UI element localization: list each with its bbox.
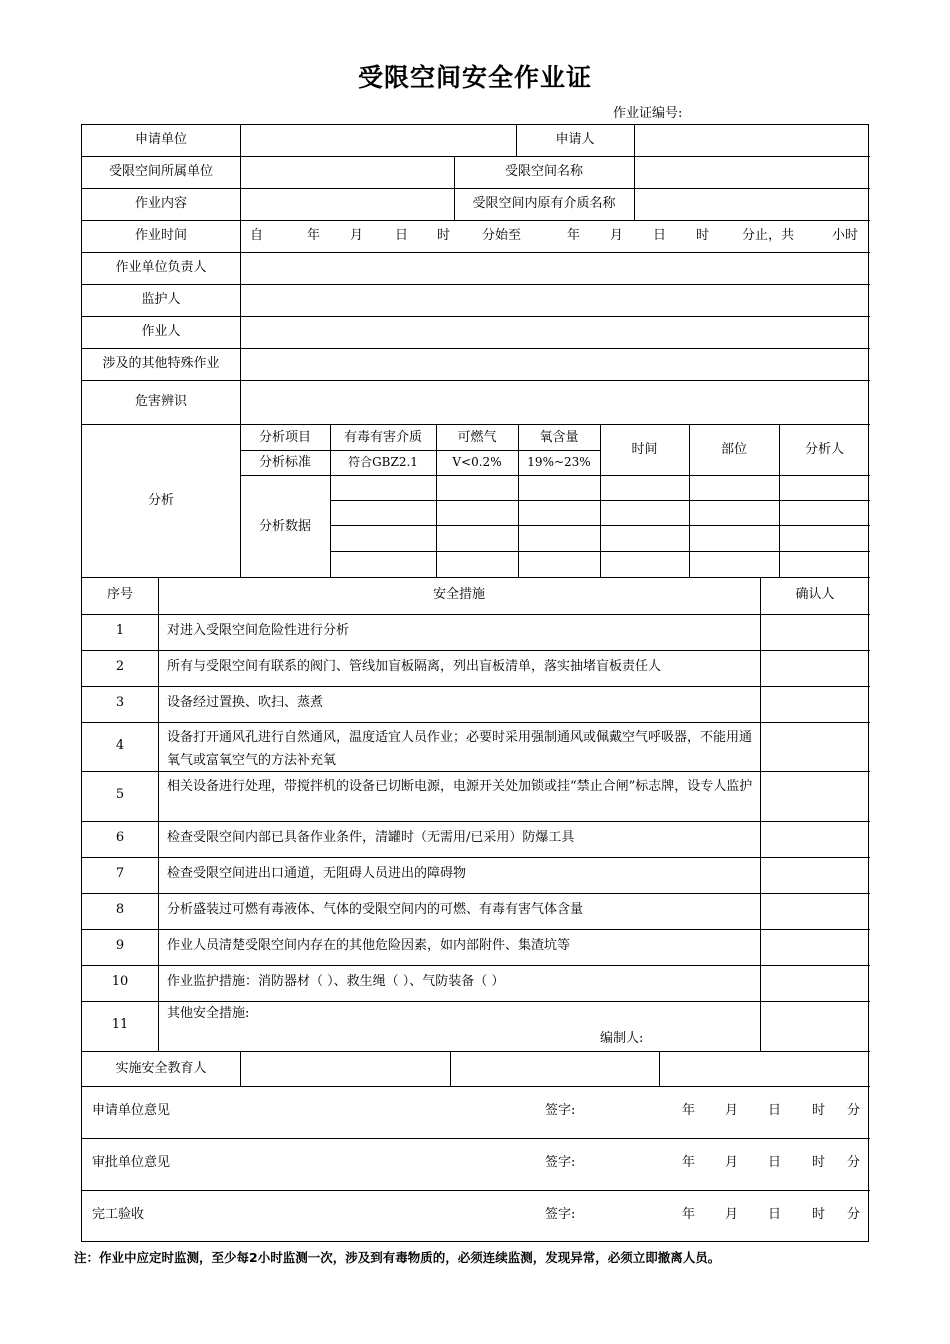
- date-part: 时: [812, 1155, 826, 1170]
- safety-education-label: 实施安全教育人: [115, 1061, 207, 1076]
- date-part: 时: [812, 1207, 826, 1222]
- work-time-label: 作业时间: [134, 228, 187, 243]
- opinion-label: 审批单位意见: [92, 1155, 171, 1170]
- date-part: 分: [847, 1155, 861, 1170]
- unit-leader-label: 作业单位负责人: [115, 260, 207, 275]
- confirm-field[interactable]: [761, 772, 870, 821]
- measure-number: 6: [115, 830, 125, 845]
- work-time-part: 自: [250, 228, 264, 243]
- date-part: 分: [847, 1103, 861, 1118]
- opinion-label: 完工验收: [92, 1207, 145, 1222]
- signature-field[interactable]: [582, 1153, 672, 1175]
- footnote: 注：作业中应定时监测，至少每2小时监测一次，涉及到有毒物质的，必须连续监测，发现异常，必须立即撤离人员。: [74, 1250, 721, 1265]
- measure-number: 5: [115, 787, 125, 802]
- space-name-label: 受限空间名称: [504, 164, 583, 179]
- work-content-label: 作业内容: [134, 196, 187, 211]
- measure-number: 10: [111, 974, 129, 989]
- date-part: 月: [725, 1155, 739, 1170]
- measure-text: 作业人员清楚受限空间内存在的其他危险因素，如内部附件、集渣坑等: [167, 938, 571, 953]
- date-part: 月: [725, 1103, 739, 1118]
- other-special-work-field[interactable]: [241, 350, 870, 380]
- page-title: 受限空间安全作业证: [357, 63, 592, 92]
- confirm-field[interactable]: [761, 858, 870, 893]
- measure-number: 8: [115, 902, 125, 917]
- measure-number: 4: [115, 737, 125, 753]
- analysis-item-toxic: 有毒有害介质: [343, 430, 422, 445]
- date-part: 日: [768, 1155, 782, 1170]
- measure-text: 对进入受限空间危险性进行分析: [167, 623, 350, 638]
- date-part: 年: [682, 1207, 696, 1222]
- signature-field[interactable]: [582, 1205, 672, 1227]
- confirm-field[interactable]: [761, 822, 870, 857]
- analysis-standard-toxic: 符合GBZ2.1: [348, 455, 418, 469]
- analysis-data-label: 分析数据: [258, 519, 311, 534]
- analysis-standard-combustible: V<0.2%: [452, 455, 502, 469]
- measure-text: 检查受限空间内部已具备作业条件，清罐时（无需用/已采用）防爆工具: [167, 830, 575, 845]
- work-time-part: 月: [610, 228, 624, 243]
- measure-number: 3: [115, 695, 125, 710]
- measure-header: 安全措施: [432, 587, 485, 602]
- safety-education-field-1[interactable]: [241, 1052, 450, 1086]
- measure-number: 11: [111, 1017, 129, 1032]
- work-time-part: 年: [567, 228, 581, 243]
- work-time-part: 分止，共: [742, 228, 795, 243]
- work-time-part: 年: [307, 228, 321, 243]
- work-time-part: 时: [437, 228, 451, 243]
- opinion-label: 申请单位意见: [92, 1103, 171, 1118]
- measure-text: 作业监护措施：消防器材（ ）、救生绳（ ）、气防装备（ ）: [167, 974, 505, 989]
- confirm-field[interactable]: [761, 966, 870, 1001]
- measure-text: 其他安全措施:: [167, 1006, 250, 1021]
- date-part: 年: [682, 1103, 696, 1118]
- measure-number: 9: [115, 938, 125, 953]
- guardian-field[interactable]: [241, 286, 870, 316]
- analysis-standard-label: 分析标准: [258, 455, 311, 470]
- applicant-field[interactable]: [635, 126, 870, 156]
- compiler-label: 编制人:: [600, 1031, 644, 1046]
- space-owner-unit-field[interactable]: [241, 158, 454, 188]
- space-owner-unit-label: 受限空间所属单位: [108, 164, 213, 179]
- confirm-field[interactable]: [761, 687, 870, 722]
- permit-number-label: 作业证编号:: [613, 106, 683, 121]
- analysis-item-combustible: 可燃气: [457, 430, 497, 445]
- date-part: 分: [847, 1207, 861, 1222]
- measure-text: 设备打开通风孔进行自然通风，温度适宜人员作业；必要时采用强制通风或佩戴空气呼吸器，不能用通氧气或富氧空气的方法补充氧: [167, 730, 753, 769]
- measure-number: 1: [115, 623, 125, 638]
- analysis-location-header: 部位: [720, 442, 747, 457]
- hazard-identification-label: 危害辨识: [134, 394, 187, 409]
- sign-label: 签字:: [545, 1207, 576, 1222]
- measure-text: 设备经过置换、吹扫、蒸煮: [167, 695, 324, 710]
- confirm-field[interactable]: [761, 894, 870, 929]
- original-medium-field[interactable]: [635, 190, 870, 220]
- analysis-analyst-header: 分析人: [804, 442, 844, 457]
- analysis-time-header: 时间: [631, 442, 658, 457]
- hazard-identification-field[interactable]: [241, 382, 870, 424]
- permit-form: [81, 124, 869, 1242]
- work-time-part: 日: [395, 228, 409, 243]
- safety-education-field-2[interactable]: [451, 1052, 659, 1086]
- confirm-field[interactable]: [761, 615, 870, 650]
- date-part: 年: [682, 1155, 696, 1170]
- work-content-field[interactable]: [241, 190, 454, 220]
- confirm-field[interactable]: [761, 930, 870, 965]
- worker-field[interactable]: [241, 318, 870, 348]
- date-part: 月: [725, 1207, 739, 1222]
- work-time-part: 时: [696, 228, 710, 243]
- original-medium-label: 受限空间内原有介质名称: [472, 196, 616, 211]
- measure-text: 所有与受限空间有联系的阀门、管线加盲板隔离，列出盲板清单，落实抽堵盲板责任人: [167, 659, 662, 674]
- unit-leader-field[interactable]: [241, 254, 870, 284]
- applicant-unit-label: 申请单位: [134, 132, 187, 147]
- work-time-part: 分始至: [482, 228, 522, 243]
- work-time-part: 小时: [832, 228, 859, 243]
- signature-field[interactable]: [582, 1101, 672, 1123]
- measure-text: 相关设备进行处理，带搅拌机的设备已切断电源，电源开关处加锁或挂“禁止合闸”标志牌，设专人监护: [167, 779, 753, 794]
- confirm-header: 确认人: [795, 587, 835, 602]
- confirm-field[interactable]: [761, 723, 870, 771]
- sign-label: 签字:: [545, 1155, 576, 1170]
- sign-label: 签字:: [545, 1103, 576, 1118]
- work-time-part: 月: [350, 228, 364, 243]
- measure-no-header: 序号: [106, 587, 133, 602]
- measure-number: 2: [115, 659, 125, 674]
- confirm-field[interactable]: [761, 1002, 870, 1051]
- measure-number: 7: [115, 866, 125, 881]
- guardian-label: 监护人: [141, 292, 181, 307]
- work-time-part: 日: [653, 228, 667, 243]
- applicant-unit-field[interactable]: [241, 126, 516, 156]
- analysis-item-label: 分析项目: [258, 430, 311, 445]
- confirm-field[interactable]: [761, 651, 870, 686]
- worker-label: 作业人: [141, 324, 181, 339]
- other-special-work-label: 涉及的其他特殊作业: [102, 356, 220, 371]
- analysis-label: 分析: [147, 493, 174, 508]
- space-name-field[interactable]: [635, 158, 870, 188]
- analysis-standard-oxygen: 19%~23%: [527, 455, 591, 469]
- date-part: 日: [768, 1103, 782, 1118]
- measure-text: 分析盛装过可燃有毒液体、气体的受限空间内的可燃、有毒有害气体含量: [167, 902, 584, 917]
- safety-education-field-3[interactable]: [660, 1052, 870, 1086]
- applicant-label: 申请人: [555, 132, 595, 147]
- analysis-item-oxygen: 氧含量: [539, 430, 579, 445]
- date-part: 日: [768, 1207, 782, 1222]
- date-part: 时: [812, 1103, 826, 1118]
- measure-text: 检查受限空间进出口通道，无阻碍人员进出的障碍物: [167, 866, 467, 881]
